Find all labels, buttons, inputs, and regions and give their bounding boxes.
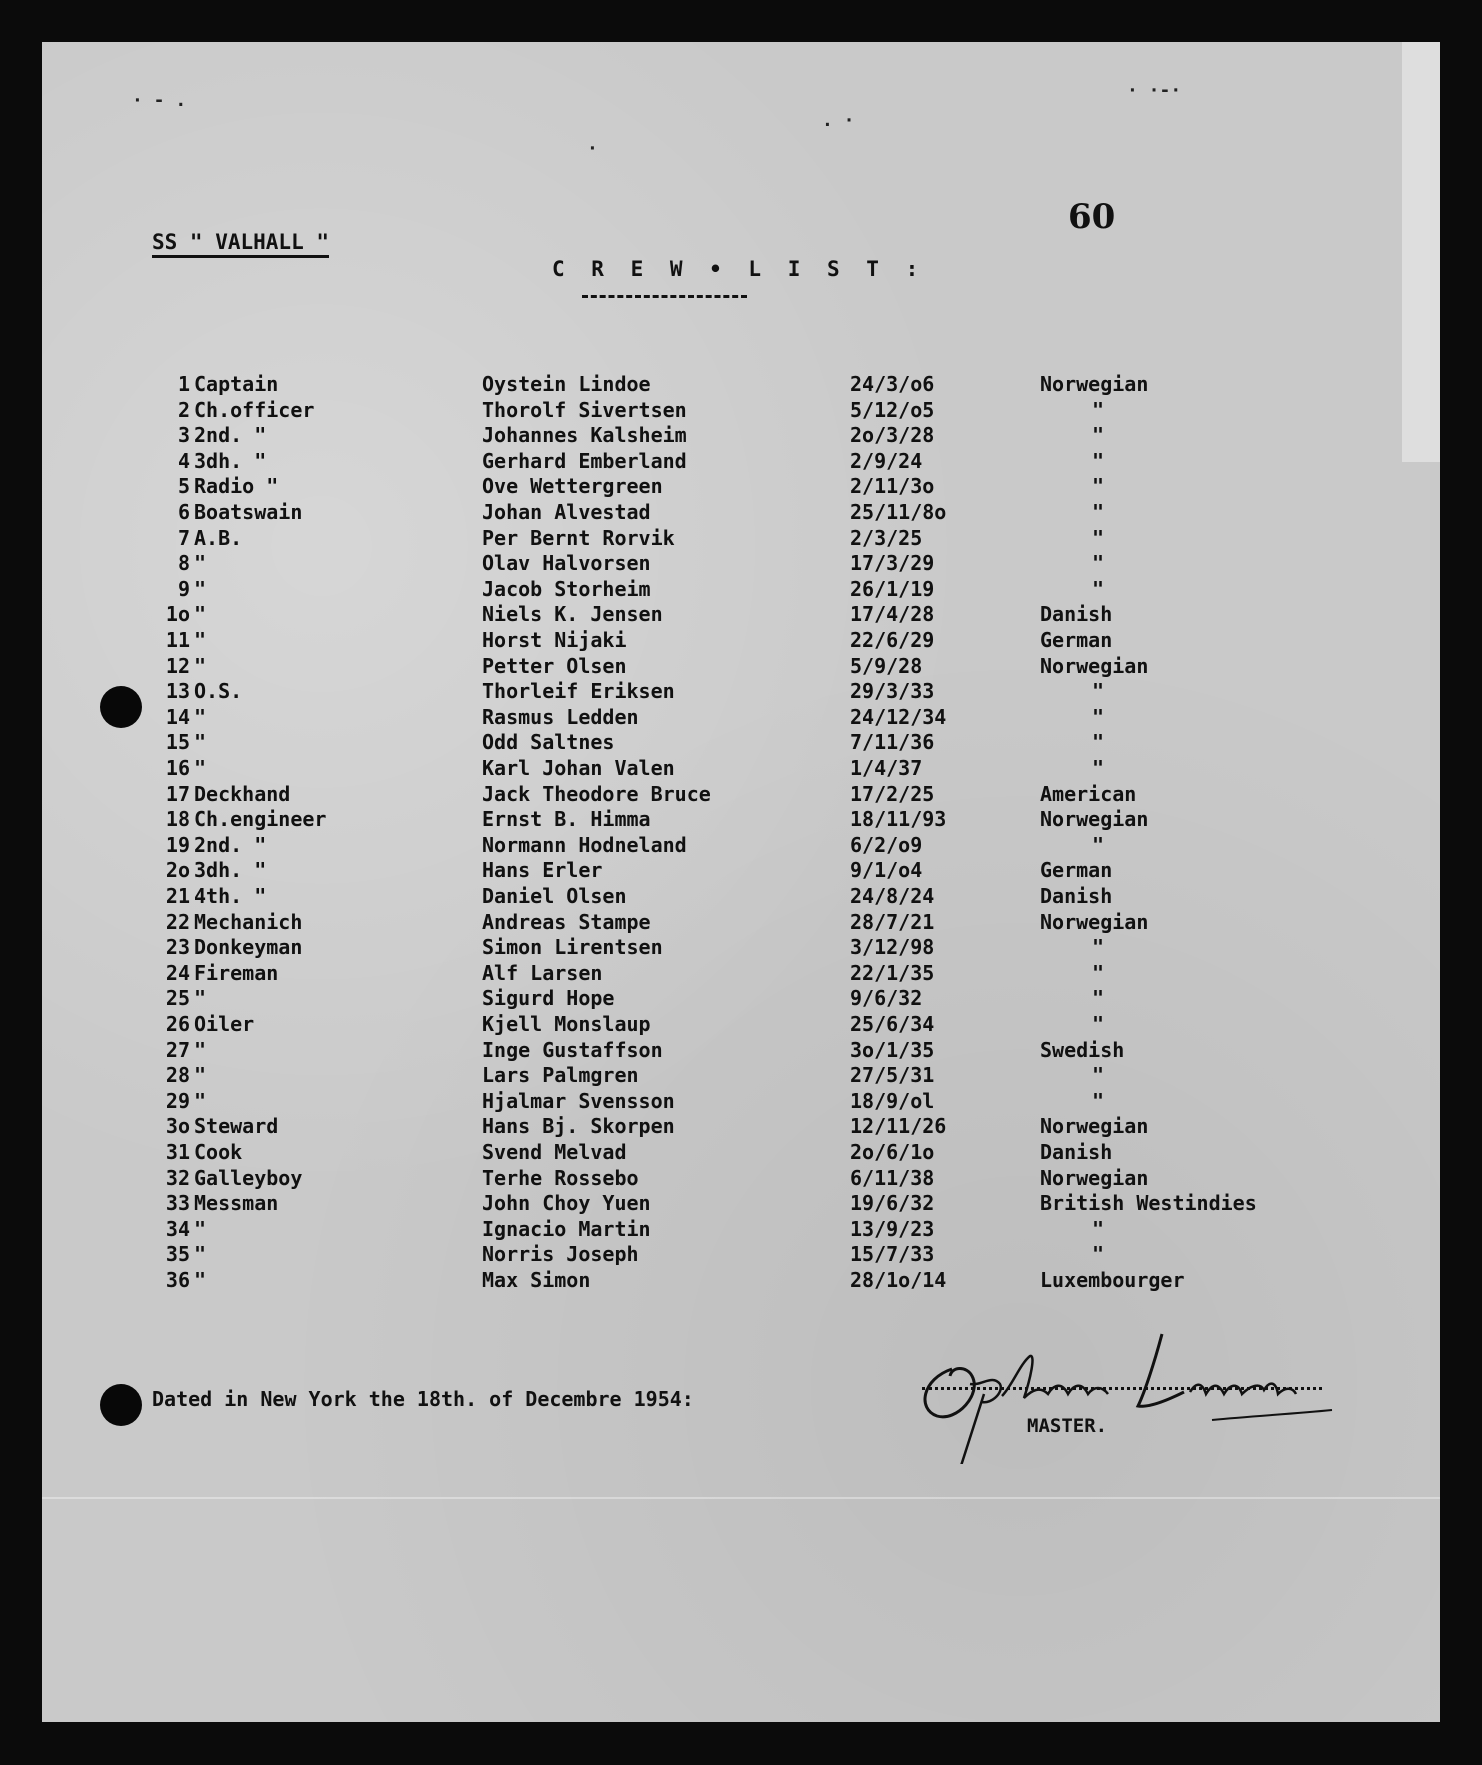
crew-birth-date: 18/11/93	[850, 807, 947, 832]
crew-row	[42, 1089, 1440, 1114]
crew-birth-date: 15/7/33	[850, 1242, 935, 1267]
crew-number: 36	[165, 1268, 190, 1292]
crew-name: Jacob Storheim	[482, 576, 651, 601]
crew-row	[42, 1114, 1440, 1139]
crew-row	[42, 1268, 1440, 1293]
crew-birth-date: 5/9/28	[850, 653, 923, 678]
crew-rank: "	[194, 628, 207, 652]
crew-number: 17	[165, 781, 190, 806]
crew-row	[42, 602, 1440, 627]
crew-rank: "	[194, 756, 207, 780]
crew-nationality: "	[1092, 756, 1105, 780]
crew-rank: Mechanich	[194, 909, 303, 934]
crew-rank: Galleyboy	[194, 1165, 303, 1190]
crew-name: Lars Palmgren	[482, 1063, 639, 1088]
crew-rank: "	[194, 1268, 207, 1292]
crew-name: Karl Johan Valen	[482, 756, 675, 780]
crew-rank: Cook	[194, 1140, 243, 1164]
crew-name: Johan Alvestad	[482, 500, 651, 524]
crew-nationality: "	[1092, 423, 1105, 448]
master-signature	[912, 1324, 1382, 1464]
crew-rank: Ch.officer	[194, 397, 315, 422]
crew-birth-date: 28/1o/14	[850, 1268, 947, 1292]
crew-nationality: "	[1092, 500, 1105, 524]
crew-nationality: "	[1092, 474, 1105, 499]
crew-row	[42, 577, 1440, 602]
crew-nationality: "	[1092, 551, 1105, 576]
crew-birth-date: 24/3/o6	[850, 372, 935, 396]
crew-name: Olav Halvorsen	[482, 551, 651, 576]
crew-number: 29	[165, 1088, 190, 1113]
crew-rank: 2nd. "	[194, 832, 267, 857]
crew-number: 16	[165, 756, 190, 780]
crew-nationality: "	[1092, 704, 1105, 729]
crew-number: 14	[165, 704, 190, 729]
crew-rank: "	[194, 551, 207, 576]
crew-rank: Boatswain	[194, 500, 303, 524]
ink-speck: . ·	[822, 110, 855, 131]
crew-rank: O.S.	[194, 679, 243, 704]
crew-name: Hans Bj. Skorpen	[482, 1114, 675, 1139]
ink-speck: ·	[587, 138, 598, 159]
crew-birth-date: 9/6/32	[850, 986, 923, 1011]
crew-number: 9	[177, 576, 190, 601]
crew-number: 24	[165, 960, 190, 985]
crew-birth-date: 2o/6/1o	[850, 1140, 935, 1164]
crew-rank: Fireman	[194, 960, 279, 985]
crew-birth-date: 7/11/36	[850, 730, 935, 755]
crew-birth-date: 24/12/34	[850, 704, 947, 729]
crew-number: 6	[177, 500, 190, 524]
crew-name: Inge Gustaffson	[482, 1037, 663, 1062]
crew-number: 2o	[165, 858, 190, 883]
crew-birth-date: 1/4/37	[850, 756, 923, 780]
crew-row	[42, 449, 1440, 474]
crew-number: 3	[177, 423, 190, 448]
crew-rank: "	[194, 986, 207, 1011]
crew-rank: "	[194, 1088, 207, 1113]
crew-birth-date: 2/9/24	[850, 448, 923, 473]
crew-row	[42, 1166, 1440, 1191]
crew-row	[42, 526, 1440, 551]
crew-row	[42, 551, 1440, 576]
crew-number: 21	[165, 884, 190, 908]
crew-row	[42, 986, 1440, 1011]
crew-row	[42, 935, 1440, 960]
crew-name: Gerhard Emberland	[482, 448, 687, 473]
crew-rank: "	[194, 704, 207, 729]
crew-number: 27	[165, 1037, 190, 1062]
crew-birth-date: 25/6/34	[850, 1012, 935, 1036]
crew-number: 25	[165, 986, 190, 1011]
crew-number: 18	[165, 807, 190, 832]
crew-row	[42, 1140, 1440, 1165]
crew-birth-date: 2o/3/28	[850, 423, 935, 448]
crew-nationality: "	[1092, 1063, 1105, 1088]
crew-nationality: "	[1092, 832, 1105, 857]
crew-number: 31	[165, 1140, 190, 1164]
crew-name: Niels K. Jensen	[482, 602, 663, 627]
ship-name: SS " VALHALL "	[152, 230, 329, 258]
crew-name: Johannes Kalsheim	[482, 423, 687, 448]
crew-number: 28	[165, 1063, 190, 1088]
crew-nationality: "	[1092, 576, 1105, 601]
crew-row	[42, 782, 1440, 807]
crew-row	[42, 500, 1440, 525]
crew-birth-date: 28/7/21	[850, 909, 935, 934]
crew-row	[42, 705, 1440, 730]
crew-rank: 2nd. "	[194, 423, 267, 448]
crew-name: Petter Olsen	[482, 653, 627, 678]
crew-number: 5	[177, 474, 190, 499]
crew-row	[42, 807, 1440, 832]
crew-birth-date: 2/3/25	[850, 525, 923, 550]
crew-number: 8	[177, 551, 190, 576]
crew-nationality: Norwegian	[1040, 653, 1149, 678]
crew-name: Ove Wettergreen	[482, 474, 663, 499]
crew-number: 11	[165, 628, 190, 652]
crew-number: 7	[177, 525, 190, 550]
crew-name: Kjell Monslaup	[482, 1012, 651, 1036]
crew-rank: Oiler	[194, 1012, 255, 1036]
crew-nationality: Danish	[1040, 602, 1113, 627]
crew-rank: Radio "	[194, 474, 279, 499]
crew-row	[42, 1063, 1440, 1088]
crew-rank: "	[194, 602, 207, 627]
crew-number: 22	[165, 909, 190, 934]
crew-birth-date: 9/1/o4	[850, 858, 923, 883]
ink-speck: · - .	[132, 90, 187, 111]
crew-name: Daniel Olsen	[482, 884, 627, 908]
crew-rank: "	[194, 576, 207, 601]
crew-rank: 4th. "	[194, 884, 267, 908]
crew-row	[42, 833, 1440, 858]
crew-rank: "	[194, 653, 207, 678]
crew-row	[42, 961, 1440, 986]
crew-name: Horst Nijaki	[482, 628, 627, 652]
crew-rank: "	[194, 1063, 207, 1088]
crew-row	[42, 1012, 1440, 1037]
crew-row	[42, 730, 1440, 755]
crew-rank: "	[194, 1242, 207, 1267]
crew-rank: 3dh. "	[194, 448, 267, 473]
crew-nationality: Luxembourger	[1040, 1268, 1185, 1292]
crew-birth-date: 3o/1/35	[850, 1037, 935, 1062]
crew-name: Simon Lirentsen	[482, 935, 663, 960]
crew-birth-date: 3/12/98	[850, 935, 935, 960]
crew-rank: "	[194, 1037, 207, 1062]
crew-name: Terhe Rossebo	[482, 1165, 639, 1190]
crew-number: 3o	[165, 1114, 190, 1139]
crew-birth-date: 17/3/29	[850, 551, 935, 576]
crew-name: Hjalmar Svensson	[482, 1088, 675, 1113]
crew-rank: "	[194, 1216, 207, 1241]
crew-nationality: "	[1092, 1242, 1105, 1267]
crew-birth-date: 6/2/o9	[850, 832, 923, 857]
crew-birth-date: 6/11/38	[850, 1165, 935, 1190]
crew-name: Ernst B. Himma	[482, 807, 651, 832]
crew-nationality: Danish	[1040, 1140, 1113, 1164]
crew-birth-date: 17/2/25	[850, 781, 935, 806]
crew-row	[42, 654, 1440, 679]
crew-row	[42, 1217, 1440, 1242]
crew-name: Thorleif Eriksen	[482, 679, 675, 704]
crew-nationality: Norwegian	[1040, 807, 1149, 832]
title-underline	[582, 295, 747, 298]
master-label: MASTER.	[1027, 1415, 1108, 1437]
crew-nationality: "	[1092, 1216, 1105, 1241]
crew-name: Odd Saltnes	[482, 730, 615, 755]
crew-row	[42, 910, 1440, 935]
punch-hole	[100, 1384, 142, 1426]
crew-nationality: Norwegian	[1040, 1165, 1149, 1190]
crew-name: Alf Larsen	[482, 960, 603, 985]
crew-nationality: "	[1092, 525, 1105, 550]
crew-row	[42, 679, 1440, 704]
crew-number: 32	[165, 1165, 190, 1190]
crew-birth-date: 13/9/23	[850, 1216, 935, 1241]
crew-nationality: Norwegian	[1040, 1114, 1149, 1139]
crew-row	[42, 884, 1440, 909]
crew-name: Per Bernt Rorvik	[482, 525, 675, 550]
crew-nationality: Norwegian	[1040, 372, 1149, 396]
crew-row	[42, 628, 1440, 653]
crew-name: Sigurd Hope	[482, 986, 615, 1011]
dated-line: Dated in New York the 18th. of Decembre 1954:	[152, 1387, 694, 1411]
crew-number: 19	[165, 832, 190, 857]
crew-number: 1o	[165, 602, 190, 627]
crew-name: Thorolf Sivertsen	[482, 397, 687, 422]
crew-number: 35	[165, 1242, 190, 1267]
crew-nationality: "	[1092, 935, 1105, 960]
crew-birth-date: 17/4/28	[850, 602, 935, 627]
crew-nationality: British Westindies	[1040, 1191, 1257, 1216]
crew-row	[42, 398, 1440, 423]
crew-rank: A.B.	[194, 525, 243, 550]
crew-name: Jack Theodore Bruce	[482, 781, 711, 806]
crew-name: Ignacio Martin	[482, 1216, 651, 1241]
crew-row	[42, 1191, 1440, 1216]
crew-number: 34	[165, 1216, 190, 1241]
crew-nationality: Norwegian	[1040, 909, 1149, 934]
crew-name: Oystein Lindoe	[482, 372, 651, 396]
crew-number: 23	[165, 935, 190, 960]
page-title: C R E W • L I S T :	[552, 257, 926, 281]
crew-row	[42, 858, 1440, 883]
crew-row	[42, 1242, 1440, 1267]
crew-nationality: "	[1092, 1088, 1105, 1113]
crew-row	[42, 372, 1440, 397]
crew-nationality: "	[1092, 730, 1105, 755]
crew-nationality: Swedish	[1040, 1037, 1125, 1062]
crew-nationality: Danish	[1040, 884, 1113, 908]
crew-number: 33	[165, 1191, 190, 1216]
crew-name: Normann Hodneland	[482, 832, 687, 857]
crew-nationality: "	[1092, 397, 1105, 422]
crew-name: Hans Erler	[482, 858, 603, 883]
crew-birth-date: 25/11/8o	[850, 500, 947, 524]
crew-birth-date: 18/9/ol	[850, 1088, 935, 1113]
crew-number: 1	[177, 372, 190, 396]
crew-birth-date: 27/5/31	[850, 1063, 935, 1088]
crew-birth-date: 24/8/24	[850, 884, 935, 908]
crew-nationality: German	[1040, 628, 1113, 652]
crew-birth-date: 22/6/29	[850, 628, 935, 652]
crew-number: 15	[165, 730, 190, 755]
crew-nationality: American	[1040, 781, 1137, 806]
crew-name: Max Simon	[482, 1268, 591, 1292]
crew-number: 2	[177, 397, 190, 422]
crew-name: Rasmus Ledden	[482, 704, 639, 729]
crew-number: 13	[165, 679, 190, 704]
punch-hole	[100, 686, 142, 728]
crew-birth-date: 12/11/26	[850, 1114, 947, 1139]
crew-number: 12	[165, 653, 190, 678]
crew-name: Andreas Stampe	[482, 909, 651, 934]
crew-row	[42, 1038, 1440, 1063]
crew-row	[42, 474, 1440, 499]
crew-birth-date: 22/1/35	[850, 960, 935, 985]
crew-name: Svend Melvad	[482, 1140, 627, 1164]
crew-nationality: "	[1092, 448, 1105, 473]
page-number: 60	[1068, 197, 1116, 237]
crew-birth-date: 19/6/32	[850, 1191, 935, 1216]
ink-speck: · ·-·	[1127, 80, 1182, 101]
crew-rank: 3dh. "	[194, 858, 267, 883]
crew-rank: Donkeyman	[194, 935, 303, 960]
crew-nationality: "	[1092, 1012, 1105, 1036]
crew-row	[42, 423, 1440, 448]
crew-rank: Ch.engineer	[194, 807, 327, 832]
crew-nationality: "	[1092, 960, 1105, 985]
crew-name: Norris Joseph	[482, 1242, 639, 1267]
crew-rank: Steward	[194, 1114, 279, 1139]
crew-row	[42, 756, 1440, 781]
crew-rank: Messman	[194, 1191, 279, 1216]
crew-rank: Deckhand	[194, 781, 291, 806]
crew-birth-date: 5/12/o5	[850, 397, 935, 422]
crew-name: John Choy Yuen	[482, 1191, 651, 1216]
crew-rank: Captain	[194, 372, 279, 396]
crew-birth-date: 2/11/3o	[850, 474, 935, 499]
crew-rank: "	[194, 730, 207, 755]
crew-number: 26	[165, 1012, 190, 1036]
crew-nationality: "	[1092, 986, 1105, 1011]
crew-nationality: German	[1040, 858, 1113, 883]
crew-number: 4	[177, 448, 190, 473]
crew-birth-date: 29/3/33	[850, 679, 935, 704]
crew-birth-date: 26/1/19	[850, 576, 935, 601]
crew-nationality: "	[1092, 679, 1105, 704]
crew-list-document	[42, 42, 1440, 1722]
